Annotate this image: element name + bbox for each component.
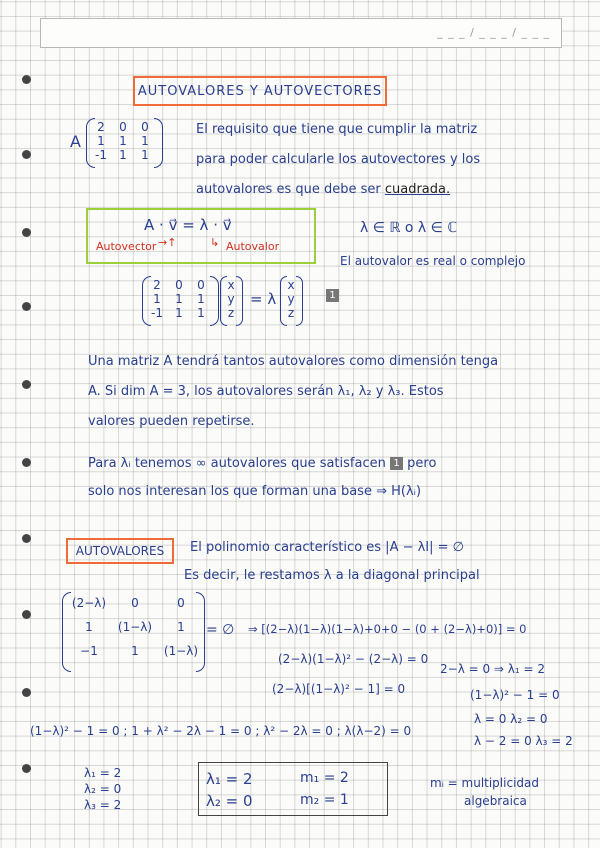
matrix-cell: 1 xyxy=(119,134,127,148)
matrix-cell: (1−λ) xyxy=(163,644,199,658)
matrix-cell: 1 xyxy=(131,644,139,658)
matrix-cell: 1 xyxy=(177,620,185,634)
matrix-label: A xyxy=(70,132,81,151)
reference-badge: 1 xyxy=(326,289,339,302)
label-autovalor: Autovalor xyxy=(226,240,280,253)
eigen-equation: A · v⃗ = λ · v⃗ xyxy=(144,216,232,234)
matrix-cell: 0 xyxy=(177,596,185,610)
intro-line-2: para poder calcularle los autovectores y los xyxy=(196,152,481,167)
emphasis-word: cuadrada. xyxy=(384,182,451,197)
equals-zero: = ∅ xyxy=(206,622,235,638)
arrow-icon: ↳ xyxy=(210,236,220,249)
branch-1: 2−λ = 0 ⇒ λ₁ = 2 xyxy=(440,662,546,676)
reference-badge: 1 xyxy=(390,457,403,470)
branch-3a: λ = 0 λ₂ = 0 xyxy=(474,712,548,726)
vector-cell: z xyxy=(287,306,295,320)
lambda-list-2: λ₂ = 0 xyxy=(84,782,122,796)
result-lambda-1: λ₁ = 2 xyxy=(206,770,253,788)
char-poly-line: El polinomio característico es |A − λI| = ∅ xyxy=(190,540,465,555)
matrix-cell: (1−λ) xyxy=(117,620,153,634)
step-3: (2−λ)[(1−λ)² − 1] = 0 xyxy=(272,682,406,696)
arrow-icon: →↑ xyxy=(158,236,177,249)
matrix-cell: 1 xyxy=(197,306,205,320)
binder-hole xyxy=(22,688,31,697)
multiplicity-note-2: algebraica xyxy=(464,794,527,808)
vector-cell: y xyxy=(287,292,295,306)
paragraph2-text: Para λᵢ tenemos ∞ autovalores que satisfacen xyxy=(88,456,386,471)
matrix-cell: 1 xyxy=(175,292,183,306)
paragraph2-line-1 xyxy=(88,456,436,471)
system-bracket-right xyxy=(210,276,219,326)
matrix-cell: 0 xyxy=(197,278,205,292)
paragraph1-line-1: Una matriz A tendrá tantos autovalores como dimensión tenga xyxy=(88,354,499,369)
date-field: _ _ _ / _ _ _ / _ _ _ xyxy=(437,26,550,39)
vector-cell: y xyxy=(227,292,235,306)
matrix-cell: 2 xyxy=(97,120,105,134)
equals-lambda: = λ xyxy=(250,290,277,308)
paragraph1-line-2: A. Si dim A = 3, los autovalores serán λ₁, λ₂ y λ₃. Estos xyxy=(88,384,444,399)
matrix-cell: 1 xyxy=(141,134,149,148)
multiplicity-2: m₂ = 1 xyxy=(300,792,349,808)
step-1: ⇒ [(2−λ)(1−λ)(1−λ)+0+0 − (0 + (2−λ)+0)] = 0 xyxy=(248,622,527,636)
lambda-list-3: λ₃ = 2 xyxy=(84,798,122,812)
paragraph2-line-2: solo nos interesan los que forman una base ⇒ H(λᵢ) xyxy=(88,484,422,499)
binder-hole xyxy=(22,75,31,84)
lambda-list-1: λ₁ = 2 xyxy=(84,766,122,780)
vector-bracket-right xyxy=(236,276,243,326)
char-matrix xyxy=(66,596,204,668)
vector-bracket-right xyxy=(296,276,303,326)
paragraph1-line-3: valores pueden repetirse. xyxy=(88,414,255,429)
matrix-cell: −1 xyxy=(80,644,98,658)
vector-cell: x xyxy=(287,278,295,292)
diagonal-note: Es decir, le restamos λ a la diagonal principal xyxy=(184,568,480,583)
matrix-cell: 1 xyxy=(119,148,127,162)
lambda-sets: λ ∈ ℝ o λ ∈ ℂ xyxy=(360,220,458,236)
matrix-cell: 0 xyxy=(131,596,139,610)
system-matrix xyxy=(146,278,212,320)
matrix-cell: 1 xyxy=(141,148,149,162)
multiplicity-1: m₁ = 2 xyxy=(300,770,349,786)
binder-hole xyxy=(22,764,31,773)
multiplicity-note-1: mᵢ = multiplicidad xyxy=(430,776,539,790)
branch-3b: λ − 2 = 0 λ₃ = 2 xyxy=(474,734,573,748)
vector-cell: z xyxy=(227,306,235,320)
result-lambda-2: λ₂ = 0 xyxy=(206,792,253,810)
binder-hole xyxy=(22,458,31,467)
intro-line-3 xyxy=(196,182,450,197)
binder-hole xyxy=(22,150,31,159)
matrix-cell: -1 xyxy=(95,148,107,162)
intro-line-1: El requisito que tiene que cumplir la matriz xyxy=(196,122,478,137)
matrix-cell: 1 xyxy=(197,292,205,306)
binder-hole xyxy=(22,534,31,543)
matrix-cell: 2 xyxy=(153,278,161,292)
matrix-cell: 1 xyxy=(97,134,105,148)
matrix-a xyxy=(90,120,156,162)
section-heading: AUTOVALORES xyxy=(66,538,174,564)
matrix-cell: 0 xyxy=(175,278,183,292)
matrix-cell: 0 xyxy=(141,120,149,134)
vector-cell: x xyxy=(227,278,235,292)
expand-line: (1−λ)² − 1 = 0 ; 1 + λ² − 2λ − 1 = 0 ; λ² − 2λ = 0 ; λ(λ−2) = 0 xyxy=(30,724,412,738)
matrix-bracket-right xyxy=(154,118,163,168)
matrix-cell: 1 xyxy=(153,292,161,306)
real-or-complex-note: El autovalor es real o complejo xyxy=(340,254,526,268)
matrix-cell: 1 xyxy=(175,306,183,320)
step-2: (2−λ)(1−λ)² − (2−λ) = 0 xyxy=(278,652,429,666)
branch-2: (1−λ)² − 1 = 0 xyxy=(470,688,560,702)
matrix-cell: -1 xyxy=(151,306,163,320)
binder-hole xyxy=(22,380,31,389)
binder-hole xyxy=(22,228,31,237)
matrix-cell: (2−λ) xyxy=(71,596,107,610)
label-autovector: Autovector xyxy=(96,240,157,253)
matrix-cell: 1 xyxy=(85,620,93,634)
binder-hole xyxy=(22,610,31,619)
matrix-cell: 0 xyxy=(119,120,127,134)
paragraph2-text: pero xyxy=(407,456,437,471)
page-title: AUTOVALORES Y AUTOVECTORES xyxy=(133,76,387,106)
binder-hole xyxy=(22,302,31,311)
char-matrix-bracket-right xyxy=(196,592,205,672)
intro-line-3-text: autovalores es que debe ser xyxy=(196,182,381,197)
